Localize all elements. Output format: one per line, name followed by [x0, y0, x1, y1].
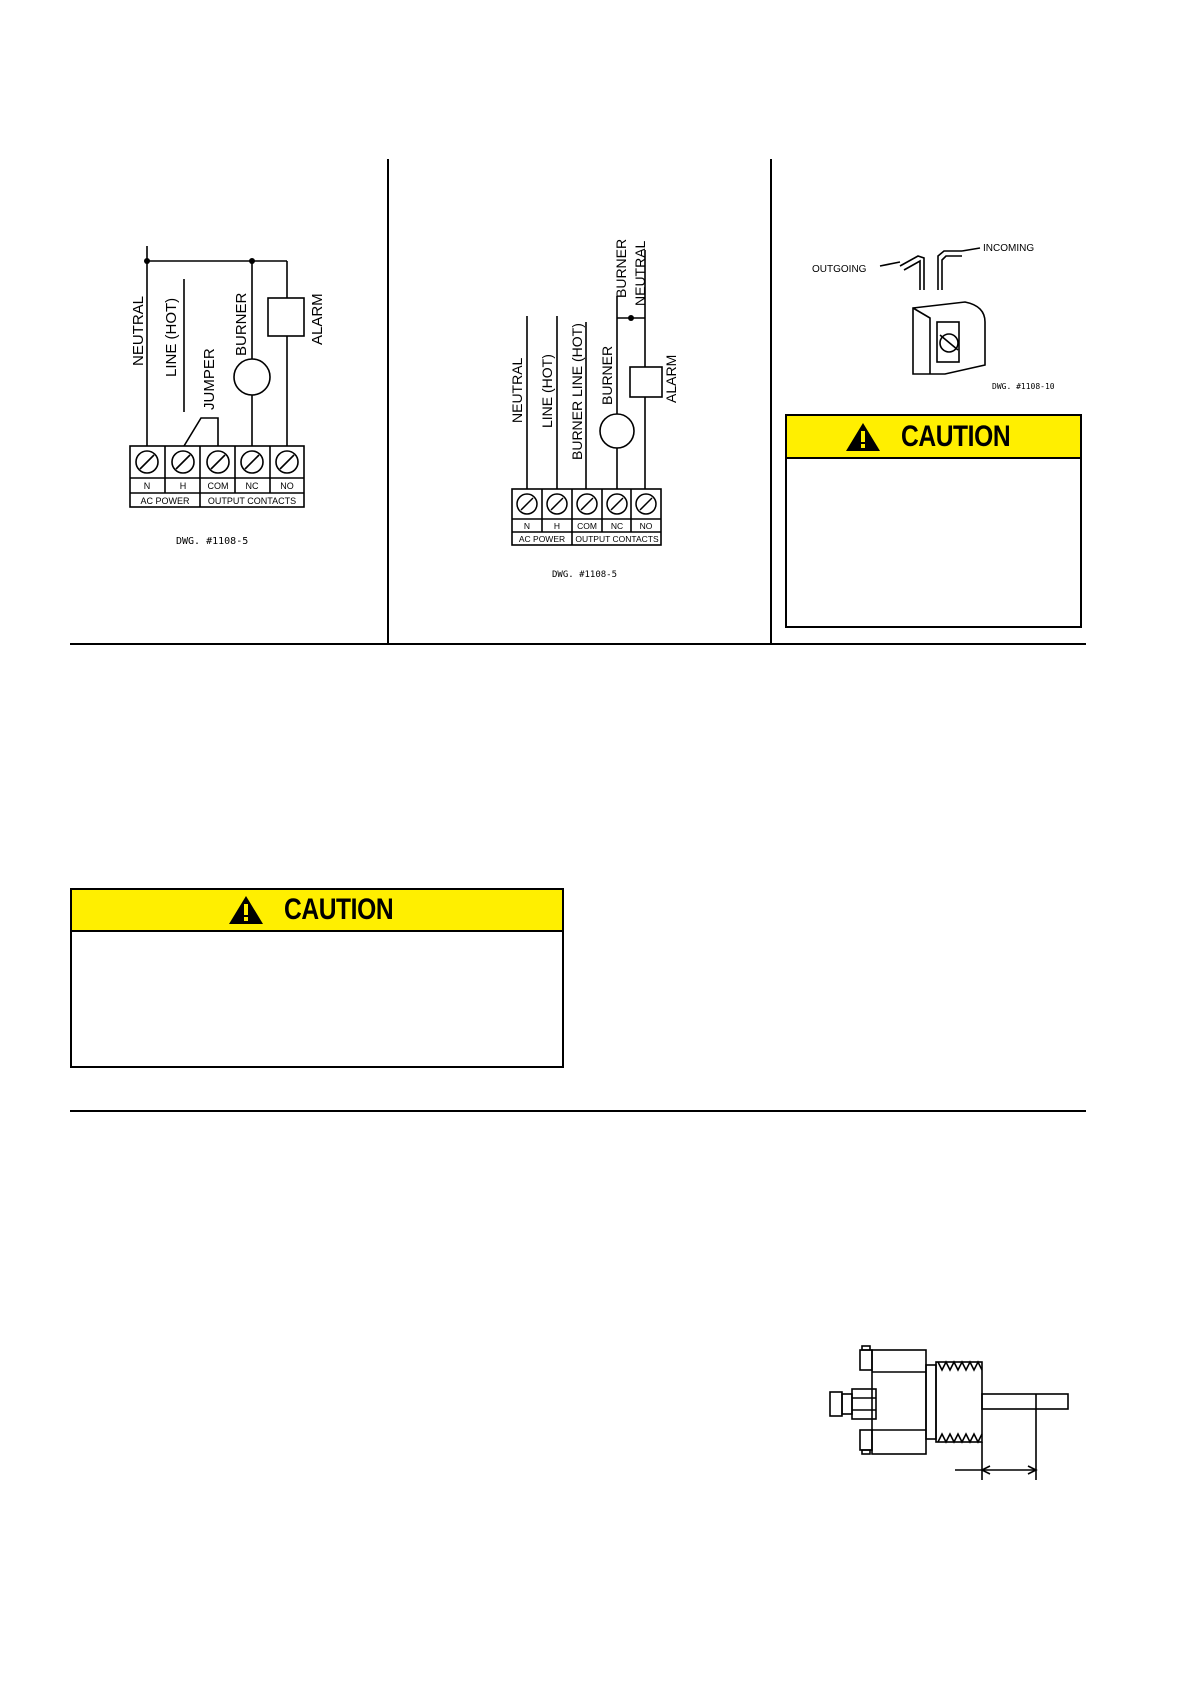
mid-label-neutral-top: NEUTRAL — [632, 240, 648, 306]
drawing-number-right: DWG. #1108-10 — [992, 382, 1055, 391]
label-burner: BURNER — [233, 292, 250, 356]
mid-terminal-n: N — [523, 521, 531, 531]
mid-label-burner-top: BURNER — [613, 238, 629, 298]
terminal-h: H — [179, 481, 187, 491]
mid-label-burner: BURNER — [599, 345, 615, 405]
terminal-no: NO — [280, 481, 294, 491]
mid-terminal-nc: NC — [610, 521, 624, 531]
drawing-number-middle: DWG. #1108-5 — [552, 570, 618, 580]
mid-terminal-h: H — [553, 521, 561, 531]
label-incoming: INCOMING — [983, 243, 1035, 254]
caution-title: CAUTION — [900, 419, 1011, 453]
label-neutral: NEUTRAL — [130, 295, 147, 366]
mid-group-ac-power: AC POWER — [518, 534, 566, 544]
label-jumper: JUMPER — [201, 348, 218, 410]
mid-label-line-hot: LINE (HOT) — [539, 354, 555, 428]
drawing-number-left: DWG. #1108-5 — [176, 536, 249, 547]
terminal-n: N — [143, 481, 151, 491]
mid-terminal-com: COM — [577, 521, 597, 531]
mid-terminal-no: NO — [639, 521, 653, 531]
terminal-nc: NC — [245, 481, 259, 491]
label-line-hot: LINE (HOT) — [163, 297, 180, 377]
mid-label-neutral: NEUTRAL — [509, 357, 525, 423]
mid-label-alarm: ALARM — [663, 354, 679, 403]
caution-title: CAUTION — [284, 893, 394, 926]
mid-label-burner-line-hot: BURNER LINE (HOT) — [569, 323, 585, 460]
mid-group-output-contacts: OUTPUT CONTACTS — [575, 534, 659, 544]
group-ac-power: AC POWER — [140, 496, 190, 506]
label-alarm: ALARM — [309, 293, 326, 345]
label-outgoing: OUTGOING — [812, 264, 867, 275]
group-output-contacts: OUTPUT CONTACTS — [207, 496, 297, 506]
terminal-com: COM — [207, 481, 229, 491]
